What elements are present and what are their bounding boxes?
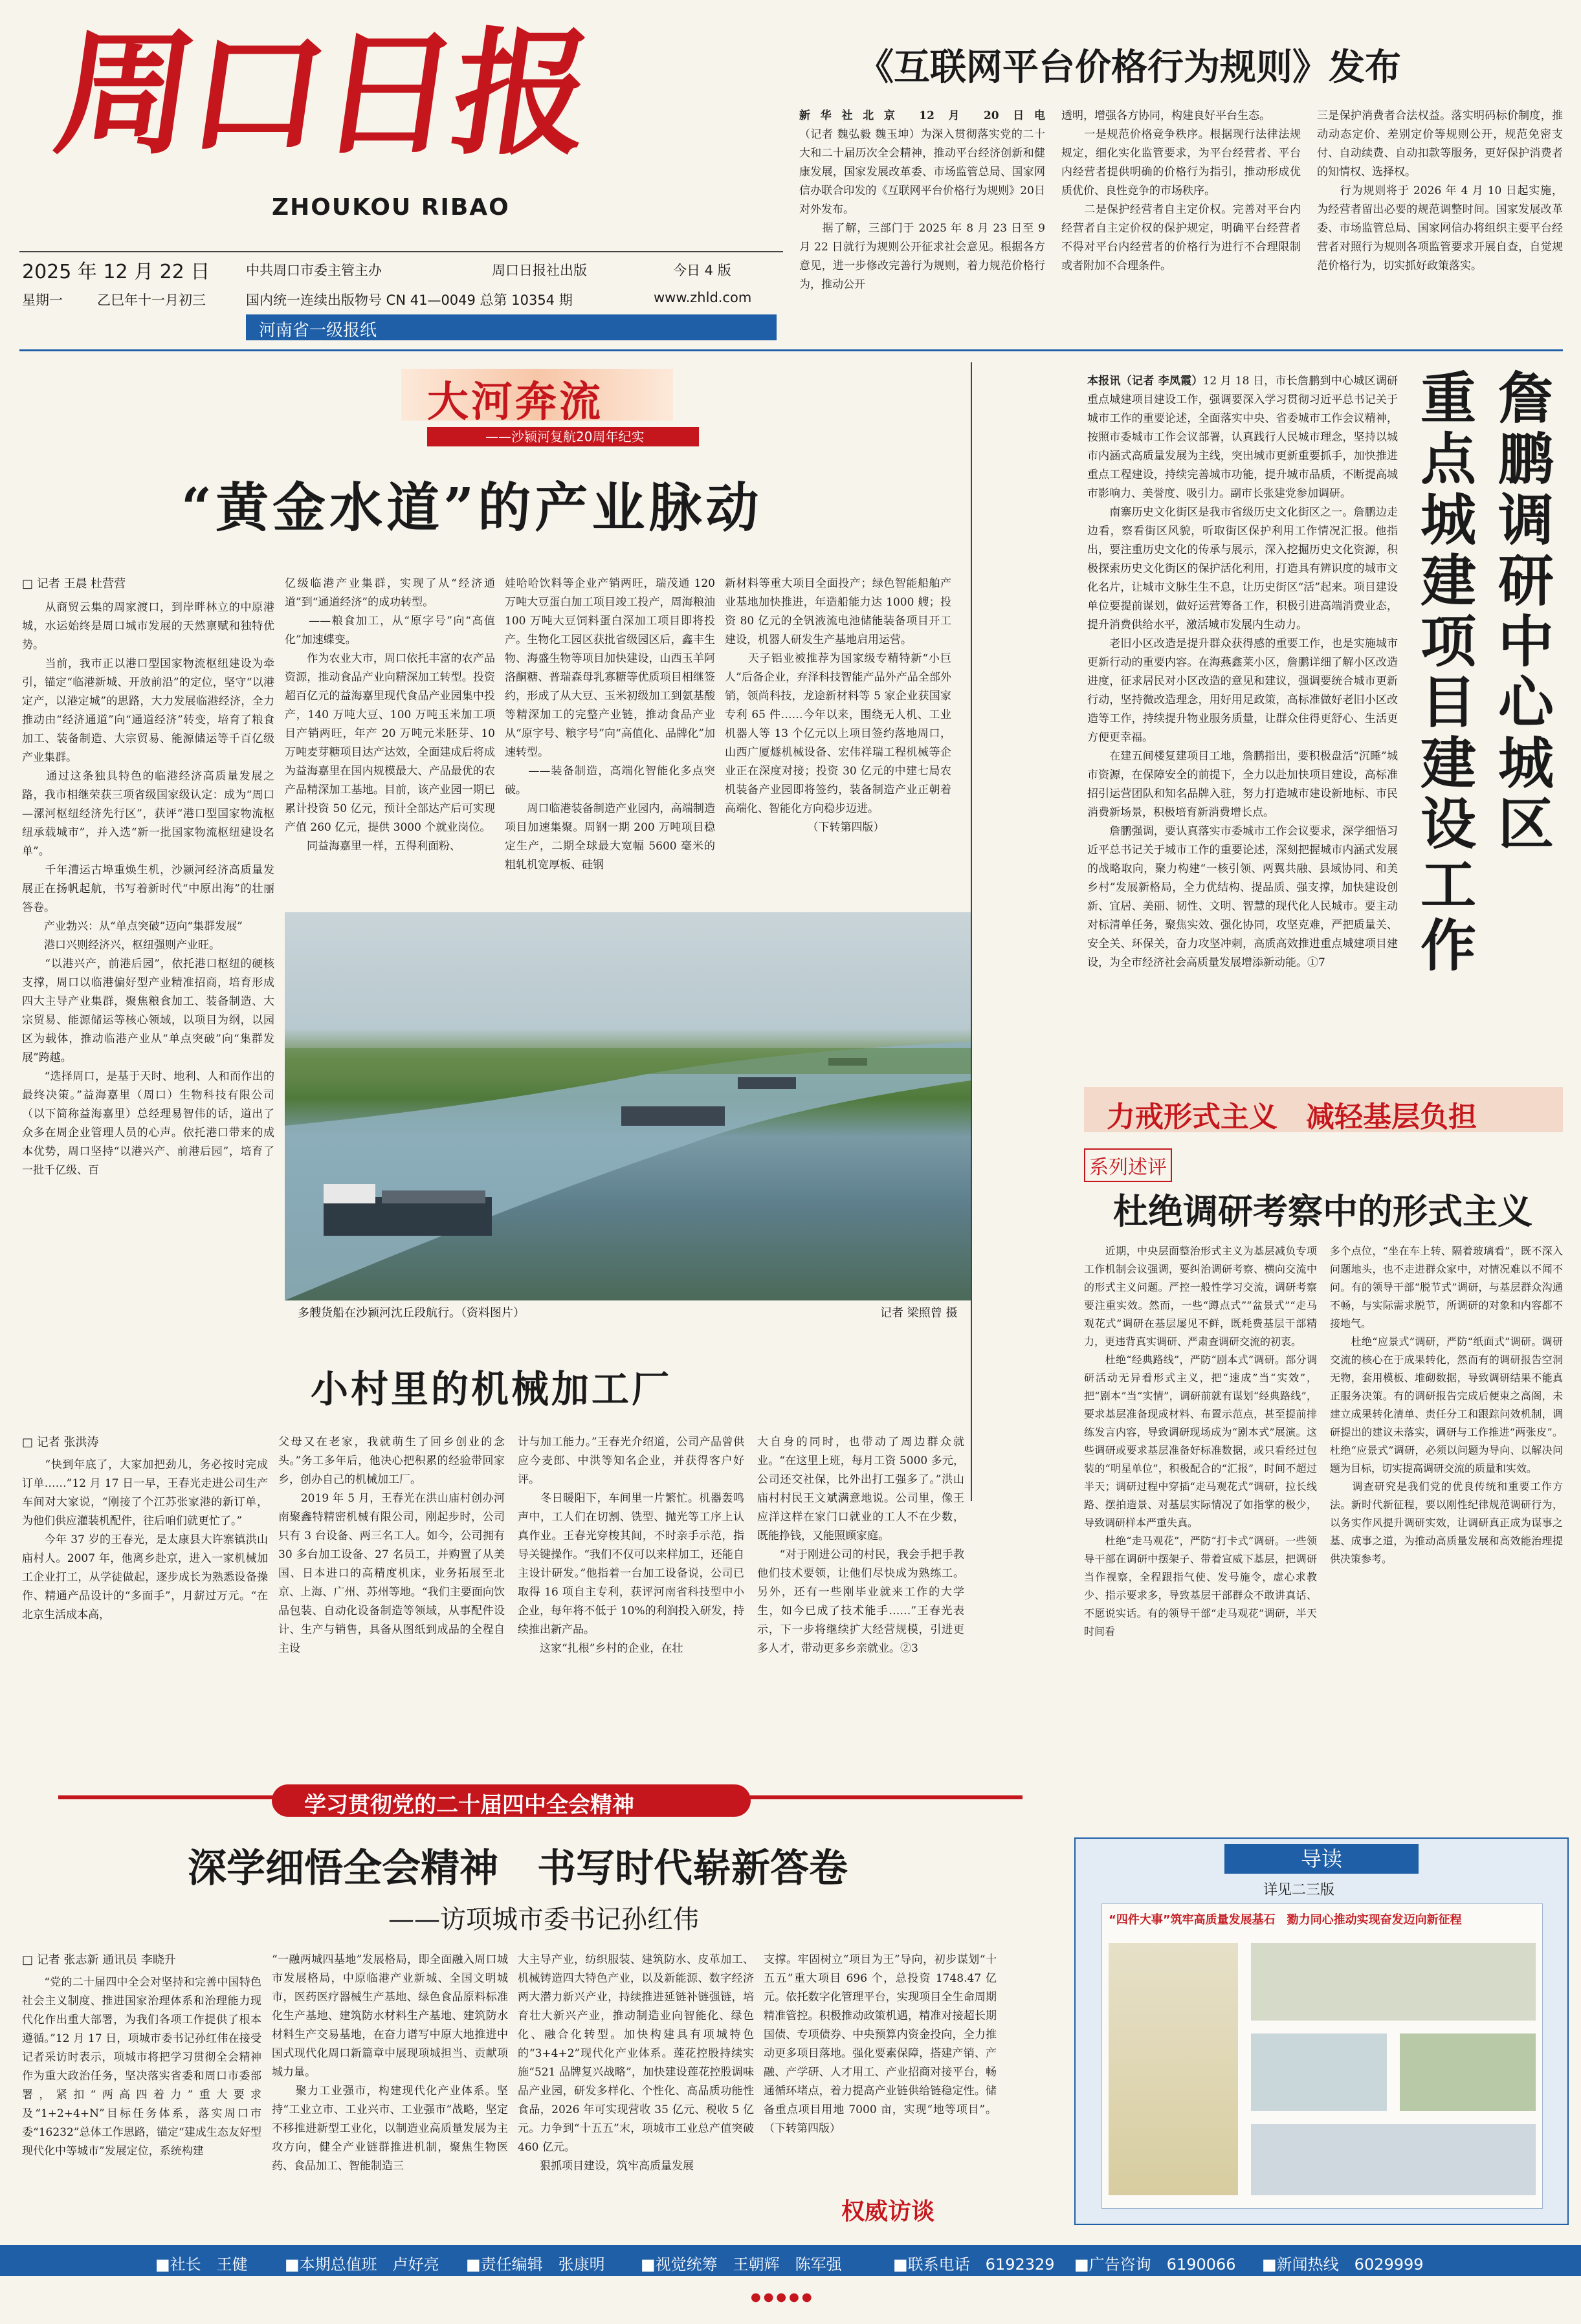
top-story-reporters: （记者 魏弘毅 魏玉坤） <box>799 128 921 141</box>
masthead-pinyin: ZHOUKOU RIBAO <box>272 194 510 221</box>
river-photo <box>285 912 971 1300</box>
plenum-col-4: 支撑。牢固树立“项目为王”导向，初步谋划“十五五”重大项目 696 个，总投资 1748.47 亿元。依托数字化管理平台，实现项目全生命周期精准管控。积极推动政策机遇，精准对接超长期国债、专项债券、中央预算内资金投向，全力推动更多项目落地。强化要素保障，搭建产销、产融、产学研、人才用工、产业招商对接平台，畅通循环堵点，着力提高产业链供给链稳定性。储备重点项目用地 7000 亩，实现“地等项目”。（下转第四版） <box>764 1953 997 2135</box>
guide-thumb-block <box>1109 1943 1238 2195</box>
river-story-byline: □ 记者 王晨 杜营营 <box>22 577 126 591</box>
village-story-col-4: 大自身的同时，也带动了周边群众就业。“在这里上班，每月工资 5000 多元，公司还交社保，比外出打工强多了。”洪山庙村村民王文斌满意地说。公司里，像王应洋这样在家门口就业的工人不在少数，既能挣钱，又能照顾家庭。 “对于刚进公司的村民，我会手把手教他们技术要领，让他们尽快成为熟练工。另外，还有一些刚毕业就来工作的大学生，如今已成了技术能手……”王春光表示，下一步将继续扩大经营规模，引进更多人才，带动更多乡亲就业。②3 <box>757 1436 964 1655</box>
footer-chief-editor: ■本期总值班 卢好亮 <box>285 2255 439 2274</box>
series-title: 大河奔流 <box>427 378 603 426</box>
footer-editor: ■责任编辑 张康明 <box>466 2255 605 2274</box>
village-story-col-2: 父母又在老家，我就萌生了回乡创业的念头。”务工多年后，他决心把积累的经验带回家乡，创办自己的机械加工厂。 2019 年 5 月，王春光在洪山庙村创办河南聚鑫特精密机械有限公司，刚起步时，公司只有 3 台设备、两三名工人。如今，公司拥有 30 多台加工设备、27 名员工，并购置了从美国、日本进口的高精度机床，业务拓展至北京、上海、广州、苏州等地。“我们主要面向饮品包装、自动化设备制造等领域，从事配件设计、生产与销售，具备从图纸到成品的全程自主设 <box>278 1436 505 1655</box>
river-story-col-2: 亿级临港产业集群，实现了从“经济通道”到“通道经济”的成功转型。 ——粮食加工，从“原字号”向“高值化”加速蝶变。 作为农业大市，周口依托丰富的农产品资源，推动食品产业向精深加工转型。投资超百亿元的益海嘉里现代食品产业园集中投产，140 万吨大豆、100 万吨玉米加工项目产销两旺，年产 20 万吨元米胚芽、10 万吨麦芽糖项目达产达效，全面建成后将成为益海嘉里在国内规模最大、产品最优的农产品精深加工基地。目前，该产业园一期已累计投资 50 亿元，预计全部达产后可实现产值 260 亿元，提供 3000 个就业岗位。 同益海嘉里一样，五得利面粉、 <box>285 577 495 853</box>
plenum-footer-label: 权威访谈 <box>841 2198 935 2225</box>
right-story-body: 12 月 18 日，市长詹鹏到中心城区调研重点城建项目建设工作，强调要深入学习贯彻习近平总书记关于城市工作的重要论述，全面落实中央、省委城市工作会议精神，按照市委城市工作会议部署，认真践行人民城市理念，坚持以城市内涵式高质量发展为主线，突出城市更新重要抓手，加快推进重点工程建设，持续完善城市功能，提升城市品质，不断提高城市影响力、美誉度、吸引力。副市长张建党参加调研。 南寨历史文化街区是我市省级历史文化街区之一。詹鹏边走边看，察看街区风貌，听取街区保护利用工作情况汇报。他指出，要注重历史文化的传承与展示，深入挖掘历史文化资源，积极探索历史文化街区的保护活化利用，打造具有辨识度的城市文化名片，让城市文脉生生不息，让历史街区“活”起来。项目建设单位要提前谋划，做好运营筹备工作，积极引进高端消费业态，提升消费供给水平，激活城市发展内生动力。 老旧小区改造是提升群众获得感的重要工作，也是实施城市更新行动的重要内容。在海燕鑫莱小区，詹鹏详细了解小区改造进度，征求居民对小区改造的意见和建议，强调要统合城市更新行动，坚持微改造理念，用好用足政策，高标准做好老旧小区改造等工作，持续提升物业服务质量，让群众住得更舒心、生活更方便更幸福。 在建五间楼复建项目工地，詹鹏指出，要积极盘活“沉睡”城市资源，在保障安全的前提下，全力以赴加快项目建设，高标准招引运营团队和知名品牌入驻，努力打造城市建设新地标、市民消费新场景，积极培育新消费增长点。 詹鹏强调，要认真落实市委城市工作会议要求，深学细悟习近平总书记关于城市工作的重要论述，深刻把握城市内涵式发展的战略取向，聚力构建“一核引领、两翼共融、县域协同、和美乡村”发展新格局，全力优结构、提品质、强支撑，加快建设创新、宜居、美丽、韧性、文明、智慧的现代化人民城市。要主动对标清单任务，聚焦实效、强化协同，攻坚克难，严把质量关、安全关、环保关，奋力攻坚冲刺，高质高效推进重点城建项目建设，为全市经济社会高质量发展增添新动能。①7 <box>1087 375 1398 969</box>
village-story-col-1: “快到年底了，大家加把劲儿，务必按时完成订单……”12 月 17 日一早，王春光走进公司生产车间对大家说，“刚接了个江苏张家港的新订单，为他们供应灌装机配件，往后咱们就更忙了。” 今年 37 岁的王春光，是太康县大许寨镇洪山庙村人。2007 年，他离乡赴京，进入一家机械加工企业打工，从学徒做起，逐步成长为熟悉设备操作、精通产品设计的“多面手”，月薪过万元。“在北京生活成本高， <box>22 1458 268 1621</box>
guide-label: 导读 <box>1224 1844 1419 1874</box>
publisher-info: 周口日报社出版 <box>492 263 587 278</box>
guide-sub: 详见二三版 <box>1263 1882 1335 1898</box>
formalism-tag: 系列述评 <box>1084 1148 1172 1182</box>
sponsor-info: 中共周口市委主管主办 <box>246 263 382 278</box>
divider <box>19 349 1563 351</box>
formalism-banner: 力戒形式主义 减轻基层负担 <box>1107 1101 1477 1134</box>
series-subtitle: ——沙颍河复航20周年纪实 <box>427 427 699 446</box>
formalism-headline: 杜绝调研考察中的形式主义 <box>1113 1190 1532 1232</box>
guide-inner-headline: “四件大事”筑牢高质量发展基石 勠力同心推动实现奋发迈向新征程 <box>1109 1913 1462 1927</box>
weekday: 星期一 <box>22 292 63 308</box>
plenum-banner: 学习贯彻党的二十届四中全会精神 <box>304 1792 634 1818</box>
guide-box[interactable] <box>1074 1837 1569 2225</box>
river-photo-caption: 多艘货船在沙颍河沈丘段航行。（资料图片） <box>298 1306 525 1320</box>
right-story-headline-1: 詹鹏调研中心城区 <box>1488 369 1554 855</box>
top-story-col-1 <box>799 107 1045 346</box>
registration-dots: ●●●●● <box>751 2290 815 2304</box>
level-banner: 河南省一级报纸 <box>246 314 777 340</box>
formalism-col-1: 近期，中央层面整治形式主义为基层减负专项工作机制会议强调，要纠治调研考察、横向交流中的形式主义问题。严控一般性学习交流，调研考察要注重实效。然而，一些“蹲点式”“盆景式”“走马观花式”调研在基层屡见不鲜，既耗费基层干部精力，更违背真实调研、严肃查调研交流的初衷。 杜绝“经典路线”，严防“剧本式”调研。部分调研活动无异看形式主义，把“速成”当“实效”，把“剧本”当“实情”，调研前就有谋划“经典路线”，要求基层准备现成材料、布置示范点，甚至提前排练发言内容，导致调研现场成为“剧本式”展演。这些调研或要求基层准备好标准数据，或只看经过包装的“明星单位”，积极配合的“汇报”，时间不超过半天；调研过程中穿插“走马观花式”调研，拉长线路、摆拍造景、对基层实际情况了如指掌的极少，导致调研样本严重失真。 杜绝“走马观花”，严防“打卡式”调研。一些领导干部在调研中摆架子、带着宣威下基层，把调研当作视察，全程跟指气使、发号施令，虚心求教少、指示要求多，导致基层干部群众不敢讲真话、不愿说实话。有的领导干部“走马观花”调研，半天时间看 <box>1084 1245 1317 1638</box>
footer-phone: ■联系电话 6192329 <box>893 2255 1055 2274</box>
divider <box>19 251 783 252</box>
river-photo-drawing <box>285 912 971 1300</box>
guide-thumb-block <box>1251 2124 1536 2195</box>
masthead-title: 周口日报 <box>47 14 598 173</box>
river-story-headline: “黄金水道”的产业脉动 <box>181 477 763 539</box>
plenum-col-3: 大主导产业，纺织服装、建筑防水、皮革加工、机械铸造四大特色产业，以及新能源、数字经济两大潜力新兴产业，持续推进延链补链强链，培育壮大新兴产业，推动制造业向智能化、绿色化、融合化转型。加快构建具有项城特色的“3+4+2”现代化产业体系。莲花控股持续实施“521 品牌复兴战略”，加快建设莲花控股调味品产业园，研发多样化、个性化、高品质功能性食品，2026 年可实现营收 35 亿元、税收 5 亿元。力争到“十五五”末，项城市工业总产值突破 460 亿元。 狠抓项目建设，筑牢高质量发展 <box>518 1953 754 2173</box>
lunar-date: 乙巳年十一月初三 <box>97 292 206 308</box>
plenum-col-2: “一融两城四基地”发展格局，即全面融入周口城市发展格局，中原临港产业新城、全国文明城市，医药医疗器械生产基地、绿色食品原料标准化生产基地、建筑防水材料生产基地、建筑防水材料生产交易基地，在奋力谱写中原大地推进中国式现代化周口新篇章中展现项城担当、贡献项城力量。 聚力工业强市，构建现代化产业体系。坚持“工业立市、工业兴市、工业强市”战略，坚定不移推进新型工业化，以制造业高质量发展为主攻方向，健全产业链群推进机制，聚焦生物医药、食品加工、智能制造三 <box>272 1953 508 2173</box>
footer-ad: ■广告咨询 6190066 <box>1074 2255 1236 2274</box>
guide-thumb-block <box>1400 2034 1536 2111</box>
footer-editor-in-chief: ■社长 王健 <box>155 2255 248 2274</box>
right-story-col-1 <box>1087 372 1398 969</box>
footer-hotline: ■新闻热线 6029999 <box>1262 2255 1424 2274</box>
river-story-col-3: 娃哈哈饮料等企业产销两旺，瑞茂通 120 万吨大豆蛋白加工项目竣工投产，周海粮油 100 万吨大豆饲料蛋白深加工项目即将投产。生物化工园区获批省级园区后，鑫丰生物、海盛生物等项目加快建设，山西玉羊阿洛酮糖、普瑞森母乳寡糖等优质项目相继签约，形成了从大豆、玉米初级加工到氨基酸等精深加工的完整产业链，推动食品产业从“原字号、粮字号”向“高值化、品牌化”加速转型。 ——装备制造，高端化智能化多点突破。 周口临港装备制造产业园内，高端制造项目加速集聚。周钢一期 200 万吨项目稳定生产，二期全球最大宽幅 5600 毫米的粗轧机宽厚板、硅钢 <box>505 577 715 872</box>
river-story-col-4: 新材料等重大项目全面投产；绿色智能船舶产业基地加快推进，年造船能力达 1000 艘；投资 80 亿元的全钒液流电池储能装备项目开工建设，机器人研发生产基地启用运营。 天子铝业被推荐为国家级专精特新“小巨人”后备企业，弃泽科技智能产品外产品全部外销，领尚科技，龙途新材料等 5 家企业获国家专利 65 件……今年以来，围绕无人机、工业机器人等 13 个亿元以上项目签约落地周口，山西广厦燧机械设备、宏伟祥瑞工程机械等企业正在深度对接；投资 30 亿元的中建七局农机装备产业园即将签约，装备制造产业正朝着高端化、智能化方向稳步迈进。 （下转第四版） <box>725 577 951 834</box>
guide-thumb-block <box>1251 1943 1536 2021</box>
village-story-col-3: 计与加工能力。”王春光介绍道，公司产品曾供应今麦郎、中洪等知名企业，并获得客户好评。 冬日暖阳下，车间里一片繁忙。机器轰鸣声中，工人们在切割、铣型、抛光等工序上认真作业。王春光穿梭其间，不时亲手示范，指导关键操作。“我们不仅可以来样加工，还能自主设计研发。”他指着一台加工设备说，公司已取得 16 项自主专利，获评河南省科技型中小企业，每年将不低于 10%的利润投入研发，持续推出新产品。 这家“扎根”乡村的企业，在壮 <box>518 1436 744 1655</box>
footer-visual: ■视觉统筹 王朝辉 陈军强 <box>641 2255 842 2274</box>
guide-thumb-block <box>1251 2034 1387 2111</box>
divider <box>971 362 972 1501</box>
plenum-col-1: “党的二十届四中全会对坚持和完善中国特色社会主义制度、推进国家治理体系和治理能力现代化作出重大部署，为我们各项工作提供了根本遵循。”12 月 17 日，项城市委书记孙红伟在接受记者采访时表示，项城市将把学习贯彻全会精神作为重大政治任务，坚决落实省委和周口市委部署，紧扣“两高四着力”重大要求及“1+2+4+N”目标任务体系，落实周口市委“16232”总体工作思路，锚定“建成生态友好型现代化中等城市”发展定位，系统构建 <box>22 1976 261 2158</box>
website[interactable]: www.zhld.com <box>654 290 752 305</box>
plenum-headline: 深学细悟全会精神 书写时代崭新答卷 <box>188 1846 848 1891</box>
top-story-text-1: 为深入贯彻落实党的二十大和二十届历次全会精神，推动平台经济创新和健康发展，国家发展改革委、市场监管总局、国家网信办联合印发的《互联网平台价格行为规则》20日对外发布。 据了解，三部门于 2025 年 8 月 23 日至 9 月 22 日就行为规则公开征求社会意见。根据各方意见，进一步修改完善行为规则，着力规范价格行为，推动公开 <box>799 128 1046 291</box>
cn-number: 国内统一连续出版物号 CN 41—0049 总第 10354 期 <box>246 292 573 308</box>
plenum-byline: □ 记者 张志新 通讯员 李晓升 <box>22 1953 176 1967</box>
village-story-headline: 小村里的机械加工厂 <box>311 1367 672 1411</box>
top-story-col-3: 三是保护消费者合法权益。落实明码标价制度，推动动态定价、差别定价等规则公开，规范免密支付、自动续费、自动扣款等服务，更好保护消费者的知情权、选择权。 行为规则将于 2026 年 4 月 10 日起实施，为经营者留出必要的规范调整时间。国家发展改革委、市场监管总局、国家网信办将组织主要平台经营者对照行为规则各项监管要求开展自查，自觉规范价格行为，切实抓好政策落实。 <box>1317 109 1563 272</box>
river-photo-credit: 记者 梁照曾 摄 <box>880 1306 958 1320</box>
top-story-dateline: 新华社北京 12 月 20 日电 <box>799 109 1045 122</box>
formalism-col-2: 多个点位，“坐在车上转、隔着玻璃看”，既不深入问题地头，也不走进群众家中，对情况难以不闻不问。有的领导干部“脱节式”调研，与基层群众沟通不畅，与实际需求脱节，所调研的对象和内容都不接地气。 杜绝“应景式”调研，严防“纸面式”调研。调研交流的核心在于成果转化，然而有的调研报告空洞无物，套用模板、堆砌数据，导致调研结果不能真正服务决策。有的调研报告完成后便束之高阁，未建立成果转化清单、责任分工和跟踪问效机制，调研提出的建议未落实，调研与工作推进“两张皮”。杜绝“应景式”调研，必须以问题为导向、以解决问题为目标，切实提高调研交流的质量和实效。 调查研究是我们党的优良传统和重要工作方法。新时代新征程，要以刚性纪律规范调研行为，以务实作风提升调研实效，让调研真正成为谋事之基、成事之道，为推动高质量发展和高效能治理提供决策参考。 <box>1330 1245 1563 1565</box>
top-story-headline: 《互联网平台价格行为规则》发布 <box>857 46 1401 89</box>
pages-info: 今日 4 版 <box>673 263 731 278</box>
village-story-byline: □ 记者 张洪涛 <box>22 1436 99 1449</box>
top-story-col-2: 透明，增强各方协同，构建良好平台生态。 一是规范价格竞争秩序。根据现行法律法规规定，细化实化监管要求，为平台经营者、平台内经营者提供明确的价格行为指引，推动形成优质优价、良性竞争的市场秩序。 二是保护经营者自主定价权。完善对平台内经营者自主定价权的保护规定，明确平台经营者不得对平台内经营者的价格行为进行不合理限制或者附加不合理条件。 <box>1061 109 1301 272</box>
guide-page-thumbnail[interactable] <box>1101 1903 1543 2209</box>
plenum-subhead: ——访项城市委书记孙红伟 <box>388 1905 699 1935</box>
issue-date: 2025 年 12 月 22 日 <box>22 261 210 283</box>
river-story-col-1: 从商贸云集的周家渡口，到岸畔林立的中原港城，水运始终是周口城市发展的天然禀赋和独特优势。 当前，我市正以港口型国家物流枢纽建设为牵引，锚定“临港新城、开放前沿”的定位，坚守“以港定产，以港定城”的思路，大力发展临港经济，全力推动由“经济通道”向“通道经济”转变，培育了粮食加工、装备制造、大宗贸易、能源储运等千百亿级产业集群。 通过这条独具特色的临港经济高质量发展之路，我市相继荣获三项省级国家级认定：成为“周口—漯河枢纽经济先行区”，获评“港口型国家物流枢纽承载城市”，并入选“新一批国家物流枢纽建设名单”。 千年漕运古埠重焕生机，沙颍河经济高质量发展正在扬帆起航，书写着新时代“中原出海”的壮丽答卷。 产业勃兴：从“单点突破”迈向“集群发展” 港口兴则经济兴，枢纽强则产业旺。 “以港兴产，前港后园”，依托港口枢纽的硬核支撑，周口以临港偏好型产业精准招商，培育形成四大主导产业集群，聚焦粮食加工、装备制造、大宗贸易、能源储运等核心领域，以项目为纲，以园区为载体，推动临港产业从“单点突破”向“集群发展”跨越。 “选择周口，是基于天时、地利、人和而作出的最终决策。”益海嘉里（周口）生物科技有限公司（以下简称益海嘉里）总经理易智伟的话，道出了众多在周企业管理人员的心声。依托港口带来的成本优势，周口坚持“以港兴产、前港后园”，培育了一批千亿级、百 <box>22 601 274 1177</box>
right-story-dateline: 本报讯（记者 李凤霞） <box>1087 375 1203 388</box>
footer-bar <box>0 2245 1581 2276</box>
right-story-headline-2: 重点城建项目建设工作 <box>1411 369 1476 977</box>
